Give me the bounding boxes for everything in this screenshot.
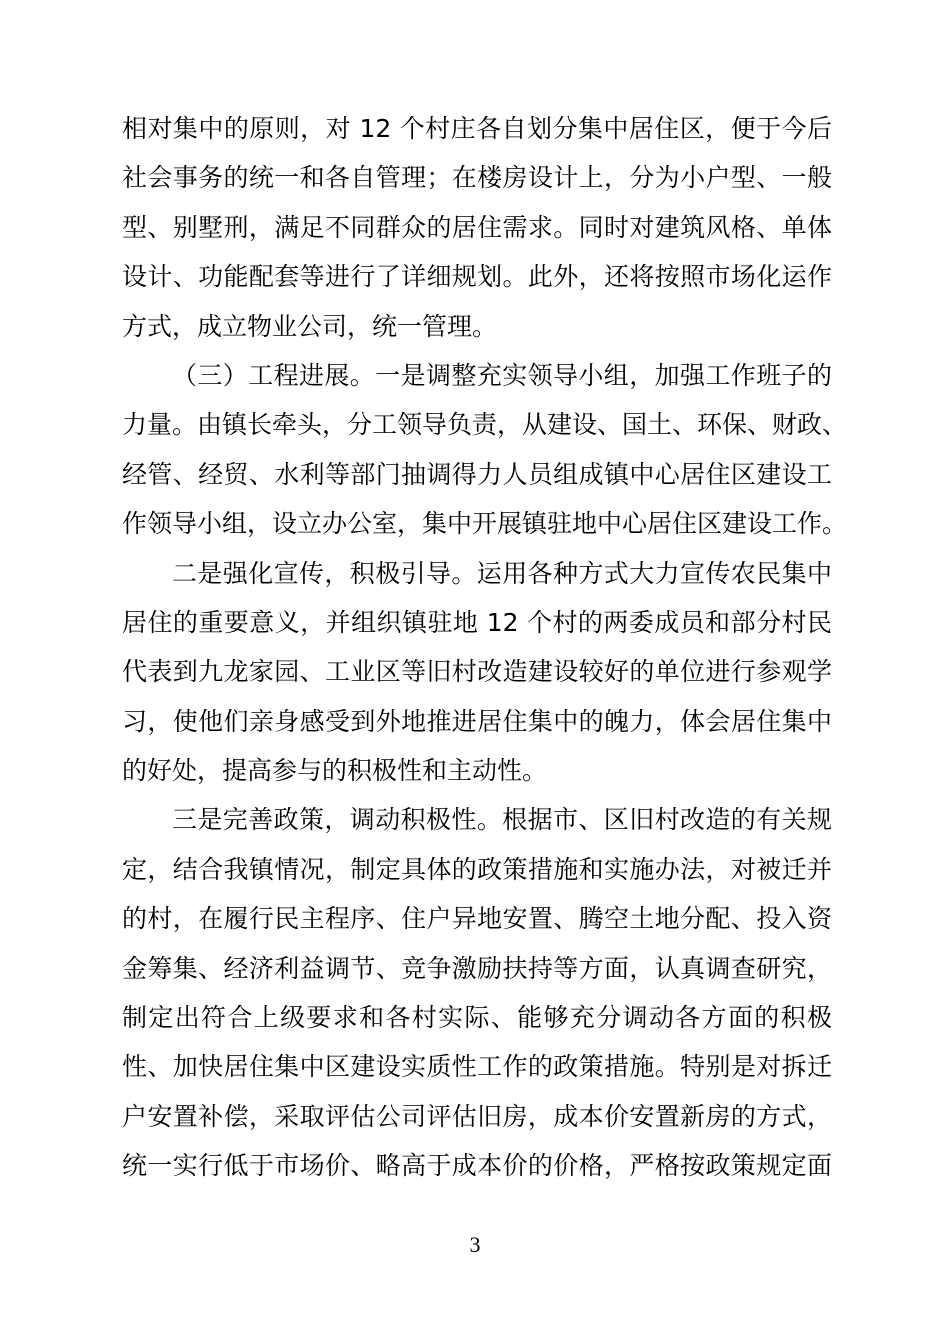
text-line: 经管、经贸、水利等部门抽调得力人员组成镇中心居住区建设工 [122, 459, 832, 489]
text-line: 性、加快居住集中区建设实质性工作的政策措施。特别是对拆迁 [122, 1052, 832, 1082]
text-line: 设计、功能配套等进行了详细规划。此外，还将按照市场化运作 [122, 262, 832, 292]
text-line: 居住的重要意义，并组织镇驻地 12 个村的两委成员和部分村民 [122, 607, 832, 637]
text-line: 定，结合我镇情况，制定具体的政策措施和实施办法，对被迁并 [122, 854, 832, 884]
text-line: 的村，在履行民主程序、住户异地安置、腾空土地分配、投入资 [122, 904, 832, 934]
paragraph-first-line: 三是完善政策，调动积极性。根据市、区旧村改造的有关规 [172, 805, 832, 835]
text-line: 相对集中的原则，对 12 个村庄各自划分集中居住区，便于今后 [122, 114, 832, 143]
text-line: 力量。由镇长牵头，分工领导负责，从建设、国土、环保、财政、 [122, 410, 848, 440]
text-line: 型、别墅刑，满足不同群众的居住需求。同时对建筑风格、单体 [122, 212, 832, 242]
text-line: 的好处，提高参与的积极性和主动性。 [122, 756, 548, 786]
text-line: 代表到九龙家园、工业区等旧村改造建设较好的单位进行参观学 [122, 657, 832, 687]
section-heading-line: （三）工程进展。一是调整充实领导小组，加强工作班子的 [172, 360, 832, 390]
page-number: 3 [469, 1232, 481, 1257]
text-line: 方式，成立物业公司，统一管理。 [122, 311, 498, 341]
text-line: 习，使他们亲身感受到外地推进居住集中的魄力，体会居住集中 [122, 706, 832, 736]
paragraph-first-line: 二是强化宣传，积极引导。运用各种方式大力宣传农民集中 [172, 558, 832, 588]
text-line: 统一实行低于市场价、略高于成本价的价格，严格按政策规定面 [122, 1151, 832, 1181]
text-line: 制定出符合上级要求和各村实际、能够充分调动各方面的积极 [122, 1003, 832, 1033]
text-line: 户安置补偿，采取评估公司评估旧房，成本价安置新房的方式， [122, 1101, 832, 1131]
text-line: 金筹集、经济利益调节、竞争激励扶持等方面，认真调查研究， [122, 953, 832, 983]
text-line: 作领导小组，设立办公室，集中开展镇驻地中心居住区建设工作。 [122, 509, 848, 539]
text-line: 社会事务的统一和各自管理；在楼房设计上，分为小户型、一般 [122, 163, 832, 193]
body-text [122, 104, 848, 1191]
